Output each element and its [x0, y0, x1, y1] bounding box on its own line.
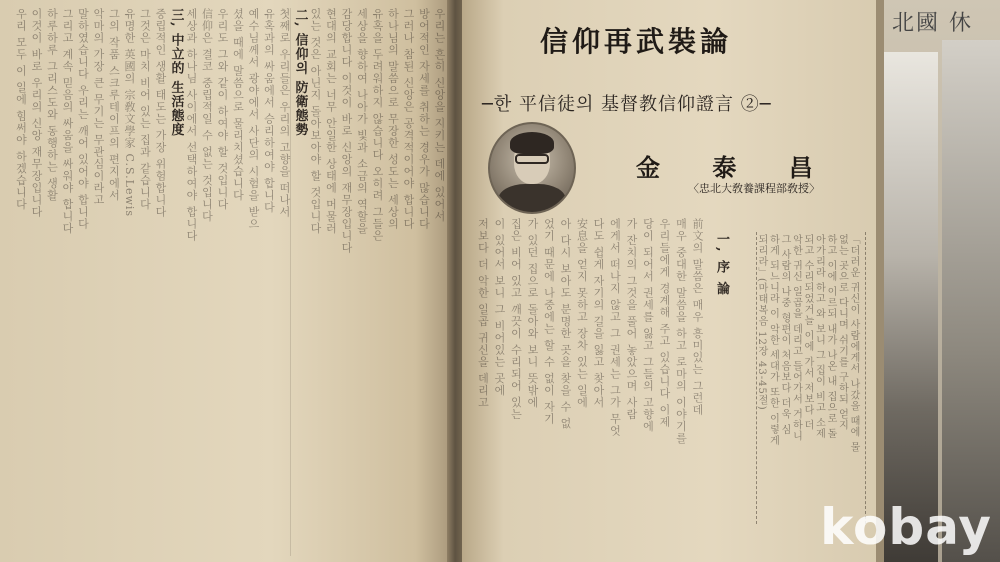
section-heading-1: 一, 序 論	[714, 232, 729, 297]
text-column: 우리들에게 경계해 주고 있습니다 이제	[658, 218, 671, 428]
text-column: 그것은 마치 비어 있는 집과 같습니다	[138, 8, 152, 211]
text-column: 현대의 교회는 너무 안일한 상태에 머물러	[324, 8, 338, 235]
text-column: 저보다 더 악한 일곱 귀신을 데리고	[476, 218, 490, 409]
text-column: 그 사람의 나중 형편이 처음보다 더욱 심	[779, 234, 790, 436]
text-column: 유혹과의 싸움에서 승리하여야 합니다	[262, 8, 276, 214]
text-column: 우리도 그와 같이 하여야 할 것입니다	[216, 8, 229, 211]
next-page	[884, 0, 1000, 562]
text-column: 이 있어서 보니 그 비어있는 곳에	[493, 218, 506, 397]
text-column: 아 다시 보아도 분명한 곳을 찾을 수 없	[559, 218, 572, 430]
text-column: 가 잔치의 그것을 풀어 놓았으며 사람	[625, 218, 638, 421]
author-name: 金 泰 昌	[636, 153, 835, 182]
text-column: 감당합니다 이것이 바로 신앙의 재무장입니다	[340, 8, 353, 254]
next-page-photo	[884, 52, 938, 562]
text-column: 었기 때문에 나중에는 할 수 없이 자기	[542, 218, 556, 425]
text-column: 유명한 英國의 宗敎文學家 C.S.Lewis	[123, 8, 136, 218]
text-column: 에게서 떠나지 않고 그 권세는 그가 무엇	[608, 218, 622, 437]
text-column: 셨을 때에 말씀으로 물리치셨습니다	[231, 8, 245, 202]
text-column: 악한 귀신 일곱을 데리고 들어가서 거하니	[790, 234, 802, 442]
text-column: 前文의 말씀은 매우 흥미있는 그런데	[691, 218, 704, 416]
text-column: 하게 되느니라 이 악한 세대가 또한 이렇게	[767, 234, 779, 447]
article-title: 信仰再武裝論	[540, 25, 733, 58]
next-page-heading: 北國 休	[892, 11, 973, 36]
text-column: 되리라」(마태복음 12장 43-45절)	[756, 234, 767, 411]
text-column: 없는 곳으로 다니며 쉬기를 구하되 얻지	[836, 234, 848, 431]
text-column: 첫째로 우리들은 우리의 고향을 떠나서	[278, 8, 291, 218]
author-portrait	[488, 122, 576, 214]
text-column: 우리는 흔히 신앙을 지키는 데에 있어서	[433, 8, 446, 223]
text-column: 하루하루 그리스도와 동행하는 생활	[45, 8, 59, 202]
text-column: 매우 중대한 말씀을 하고 로마의 이야기를	[674, 218, 688, 445]
text-column: 있는 것은 아닌지 돌아보아야 할 것입니다	[309, 8, 322, 235]
portrait-suit	[498, 184, 566, 214]
article-subtitle: ─한 平信徒의 基督教信仰證言 ②─	[482, 94, 772, 115]
section-heading: 三, 中立的 生活態度	[168, 8, 184, 137]
author-affiliation: 〈忠北大敎養課程部敎授〉	[688, 182, 820, 195]
text-column: 信仰은 결코 중립적일 수 없는 것입니다	[200, 8, 214, 223]
text-column: 세상과 하나님 사이에서 선택하여야 합니다	[185, 8, 198, 242]
text-column: 중립적인 생활 태도는 가장 위험합니다	[154, 8, 167, 218]
text-column: 安息을 얻지 못하고 장차 있는 일에	[575, 218, 589, 409]
text-column: 하나님의 말씀으로 무장한 성도는 세상의	[386, 8, 400, 230]
text-column: 방어적인 자세를 취하는 경우가 많습니다	[417, 8, 431, 230]
text-column: 악마의 가장 큰 무기는 무관심이라고	[92, 8, 105, 206]
text-column: 이것이 바로 우리의 신앙 재무장입니다	[30, 8, 43, 218]
section-heading: 二, 信仰의 防衛態勢	[292, 8, 308, 137]
text-column: 유혹을 두려워하지 않습니다 오히려 그들은	[371, 8, 384, 242]
page-edge	[876, 0, 884, 562]
text-column: 하고 이에 이르되 내가 나온 내 집으로 돌	[825, 234, 836, 440]
portrait-glasses	[515, 154, 549, 164]
text-column: 그러나 참된 신앙은 공격적이어야 합니다	[402, 8, 415, 230]
text-column: 그리고 계속 믿음의 싸움을 싸워야 합니다	[61, 8, 74, 235]
text-column: 가 있던 집으로 돌아와 보니 뜻밖에	[526, 218, 539, 409]
text-column: 되고 수리되었거늘 이에 가서 저보다 더	[802, 234, 813, 431]
text-column: 아가리라 하고 와 보니 그 집이 비고 소제	[813, 234, 825, 440]
text-column: 그의 작품 스크루테이프의 편지에서	[107, 8, 121, 202]
text-column: 말하였습니다 우리는 깨어 있어야 합니다	[76, 8, 90, 230]
watermark: kobay	[820, 498, 992, 556]
text-column: 다도 쉽게 자기의 길을 잃고 찾아서	[592, 218, 605, 409]
text-column: 예수님께서 광야에서 사단의 시험을 받으	[247, 8, 260, 230]
text-column: 「더러운 귀신이 사람에게서 나갔을 때에 물	[848, 234, 859, 453]
portrait-hair	[510, 132, 554, 154]
text-column: 세상을 향하여 나아가 빛과 소금의 역할을	[355, 8, 369, 235]
next-page-photo-2	[942, 40, 1000, 562]
text-column: 당이 되어서 권세를 잃고 그들의 고향에	[641, 218, 655, 433]
text-column: 우리 모두 이 일에 힘써야 하겠습니다	[14, 8, 28, 211]
text-column: 집은 비어 있고 깨끗이 수리되어 있는	[509, 218, 523, 421]
